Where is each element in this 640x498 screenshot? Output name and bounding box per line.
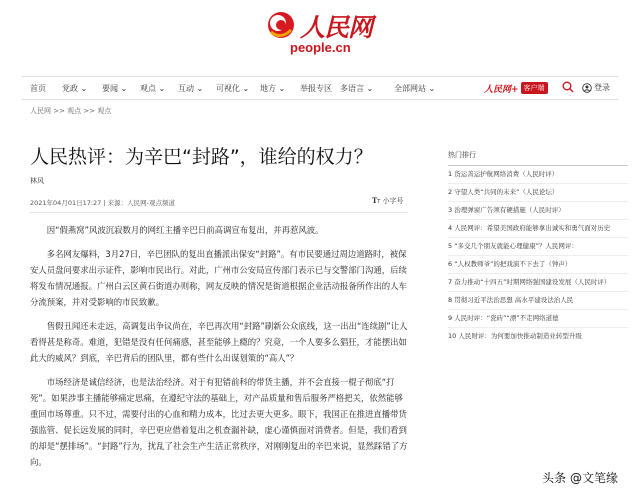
hot-ranking-panel [448,150,628,345]
ranking-item[interactable]: 10 人民财评：为何要加快推动制造业转型升级 [448,332,582,340]
article-paragraph: 多名网友爆料，3月27日，辛巴团队的复出直播派出保安“封路”。有市民要通过周边道路时，被保安人员盘问要求出示证件，影响市民出行。对此，广州市公安局宣传部门表示已与交警部门沟通，后续将发布情况通报。广州白云区黄石街道办则称，网友反映的情况是街道根据企业活动报备所作出的人车分流预案，并对受影响的市民致歉。 [30,249,407,307]
chevron-down-icon: ⌄ [242,84,250,93]
ranking-item[interactable]: 8 贯彻习近平法治思想 高水平建设法治人民 [448,296,574,304]
main-nav [22,76,618,100]
ranking-item[interactable]: 6 “人权教师爷”的把戏演不下去了（钟声） [448,260,572,268]
nav-item-news[interactable]: 要闻 ⌄ [102,84,128,93]
people-logo-icon [266,10,296,40]
login-button[interactable] [582,82,610,93]
nav-item-language[interactable]: 多语言 ⌄ [340,84,374,93]
font-size-toggle[interactable]: TT 小字号 [372,196,404,205]
search-icon[interactable] [562,81,574,93]
login-label: 登录 [594,83,610,92]
article-body [30,222,408,478]
user-icon [582,83,592,93]
article-paragraph: 售假丑闻还未走远，高调复出争议尚在，辛巴再次用“封路”刷新公众底线，这一出出“连续剧”让人看得甚是称奇。难道，犯错是没有任何痛感，甚至能够上瘾的？究竟，一个人要多么猖狂，才能摆出如此大的威风？到底，辛巴背后的团队里，都有些什么出谋划策的“高人”？ [30,321,408,363]
app-badge: 客户端 [521,82,548,94]
app-download-link[interactable] [484,80,548,96]
chevron-down-icon: ⌄ [120,84,128,93]
logo-name-cn: 人民网 [300,13,373,42]
chevron-down-icon: ⌄ [80,84,88,93]
article-author: 林风 [30,177,44,185]
nav-item-interact[interactable]: 互动 ⌄ [178,84,204,93]
nav-item-all-sites[interactable]: 全部网站 ⌄ [394,84,436,93]
logo-name-en: people.cn [290,40,351,55]
divider [30,212,408,213]
ranking-item[interactable]: 7 奋力推动“十四五”时期网络强国建设发展（人民时评） [448,278,611,286]
site-logo[interactable] [0,0,640,70]
ranking-item[interactable]: 2 守望人类“共同的未来”（人民论坛） [448,188,559,196]
chevron-down-icon: ⌄ [196,84,204,93]
breadcrumb[interactable]: 人民网 >> 观点 >> 观点 [30,107,112,115]
nav-item-report[interactable]: 举报专区 [300,84,332,93]
chevron-down-icon: ⌄ [278,84,286,93]
ranking-item[interactable]: 1 货运善运护航网络消费（人民时评） [448,170,559,178]
ranking-item[interactable]: 5 “多交几个朋友就能心理健康”？人民网评： [448,242,578,250]
font-size-label: 小字号 [382,197,404,205]
ranking-item[interactable]: 9 人民时评：“瓷砖”“漂”不走网络道德 [448,314,559,322]
chevron-down-icon: ⌄ [428,84,436,93]
ranking-item[interactable]: 4 人民网评：希望美国政府能够拿出诚实和勇气面对历史 [448,224,611,232]
nav-item-local[interactable]: 地方 ⌄ [260,84,286,93]
article-paragraph: 因“假燕窝”风波沉寂数月的网红主播辛巴日前高调宣布复出，并再惹风波。 [46,225,324,235]
nav-item-party[interactable]: 党政 ⌄ [62,84,88,93]
app-brand: 人民网+ [484,84,519,95]
nav-item-home[interactable]: 首页 [30,84,46,93]
chevron-down-icon: ⌄ [366,84,374,93]
nav-item-visual[interactable]: 可视化 ⌄ [216,84,250,93]
hot-ranking-heading: 热门排行 [448,150,628,166]
article-title: 人民热评：为辛巴“封路”，谁给的权力？ [30,146,373,168]
watermark: 头条 @文笔缘 [542,471,618,485]
article-meta: 2021年04月01日17:27 | 来源：人民网-观点频道 [30,199,175,207]
chevron-down-icon: ⌄ [158,84,166,93]
font-size-icon: T [372,196,378,205]
ranking-item[interactable]: 3 治理弹窗广告须有硬措施（人民时评） [448,206,565,214]
nav-item-opinion[interactable]: 观点 ⌄ [140,84,166,93]
article-paragraph: 市场经济是诚信经济，也是法治经济。对于有犯错前科的带货主播，并不会直接一棍子彻底“打死”。如果涉事主播能够痛定思痛，在遵纪守法的基础上，对产品质量和售后服务严格把关，依然能够重回市场尊重。只不过，需要付出的心血和精力成本，比过去更大更多。眼下，我国正在推进直播带货强监管、促长远发展的同时，辛巴更应借着复出之机查漏补缺，虚心谨慎面对消费者。但是，我们看到的却是“摆排场”。“封路”行为，扰乱了社会生产生活正常秩序，对刚刚复出的辛巴来说，显然踩错了方向。 [30,377,408,467]
